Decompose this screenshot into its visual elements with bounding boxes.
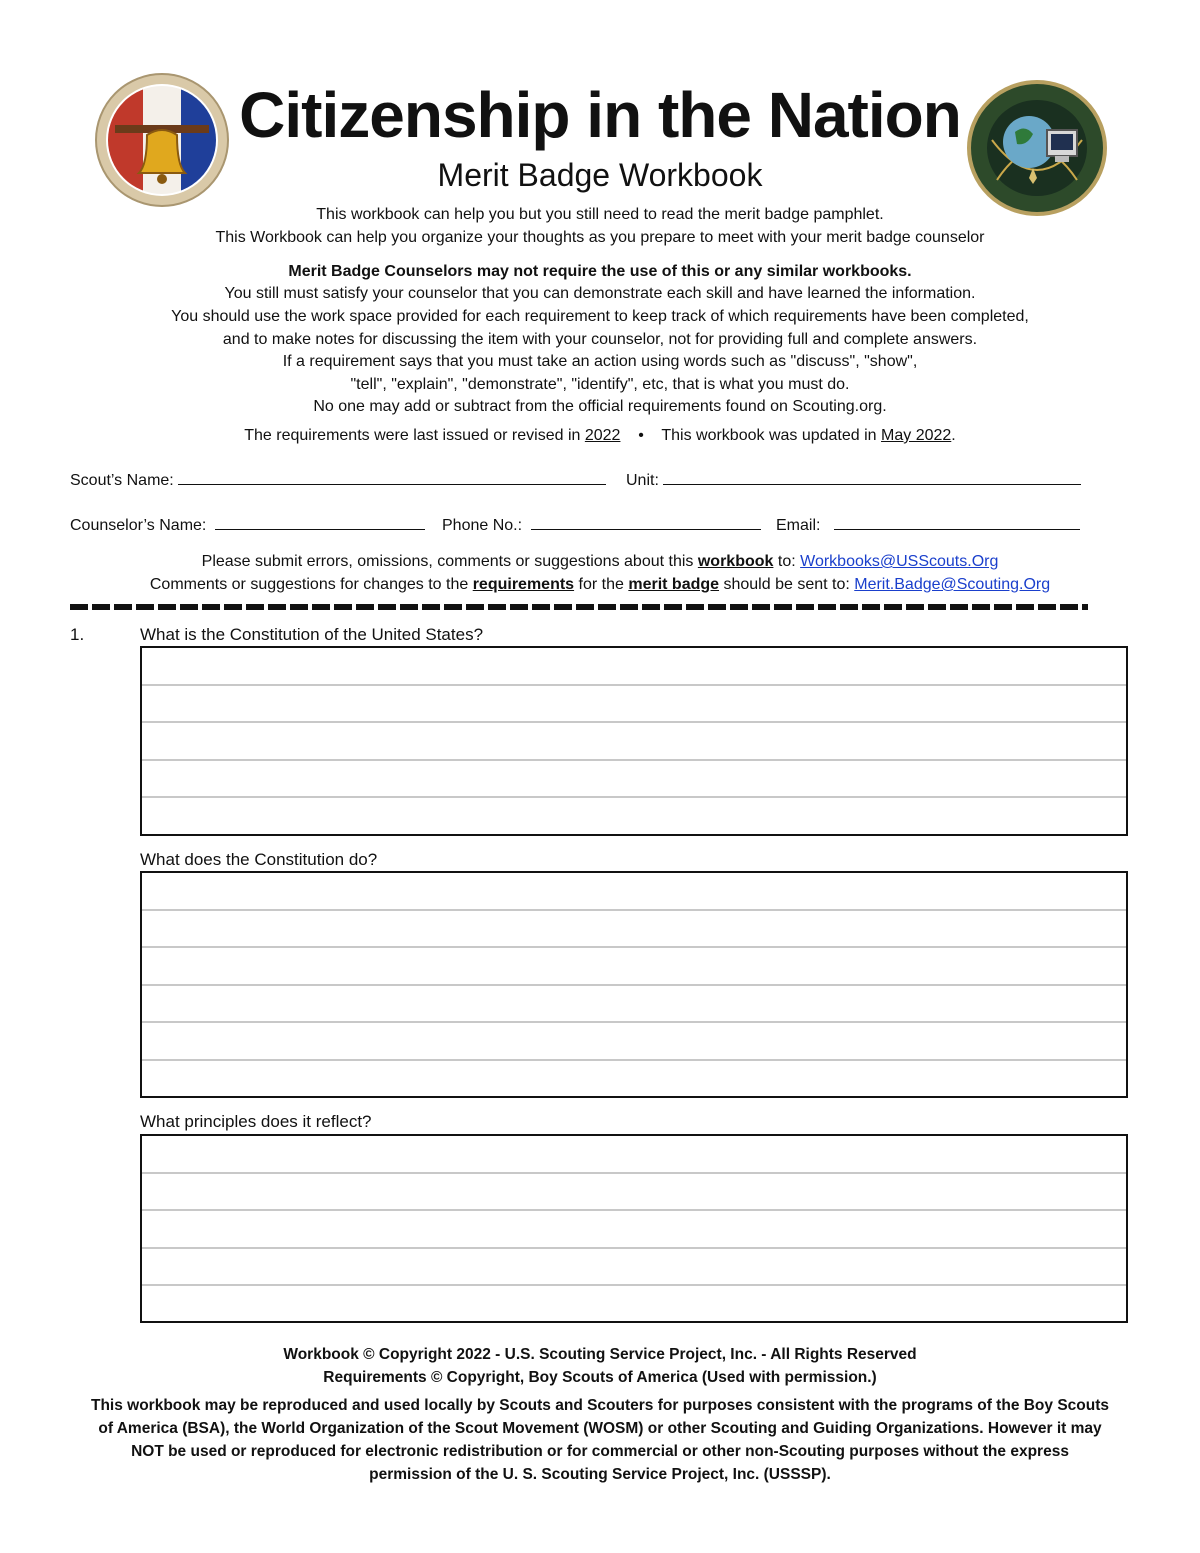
workbook-emphasis: workbook — [697, 553, 774, 570]
phone-row — [442, 515, 761, 535]
updated-date: May 2022 — [881, 427, 952, 444]
merit-badge-emphasis: merit badge — [628, 576, 720, 593]
answer-box-1[interactable] — [140, 646, 1128, 836]
answer-line[interactable] — [142, 723, 1126, 761]
answer-line[interactable] — [142, 1061, 1126, 1099]
submit-text: should be sent to: — [723, 576, 850, 593]
notice-line: and to make notes for discussing the item with your counselor, not for providing full and complete answers. — [222, 331, 978, 348]
submit-line-1 — [0, 550, 1200, 573]
question-1: What is the Constitution of the United States? — [140, 625, 484, 644]
answer-line[interactable] — [142, 648, 1126, 686]
phone-field[interactable] — [531, 515, 761, 530]
notice-line: You should use the work space provided for each requirement to keep track of which requirements have been completed, — [171, 308, 1029, 325]
submit-text: Comments or suggestions for changes to the — [149, 576, 469, 593]
period: . — [951, 427, 956, 444]
answer-line[interactable] — [142, 986, 1126, 1024]
submit-text: for the — [578, 576, 624, 593]
email-field[interactable] — [834, 515, 1080, 530]
scout-name-row — [70, 470, 606, 490]
answer-line[interactable] — [142, 1211, 1126, 1249]
email-row — [776, 515, 1080, 535]
notice-bold-line: Merit Badge Counselors may not require the use of this or any similar workbooks. — [288, 263, 912, 280]
answer-line[interactable] — [142, 911, 1126, 949]
answer-line[interactable] — [142, 1023, 1126, 1061]
unit-row — [626, 470, 1081, 490]
requirement-number: 1. — [70, 625, 85, 644]
updated-prefix: This workbook was updated in — [661, 427, 877, 444]
page-subtitle: Merit Badge Workbook — [437, 157, 763, 193]
question-2: What does the Constitution do? — [140, 850, 378, 869]
submit-to: to: — [777, 553, 796, 570]
copyright-line-2: Requirements © Copyright, Boy Scouts of America (Used with permission.) — [323, 1369, 877, 1386]
scout-name-label: Scout’s Name: — [70, 472, 174, 489]
revised-prefix: The requirements were last issued or revised in — [244, 427, 581, 444]
bullet-separator: • — [638, 427, 644, 444]
intro-line-2: This Workbook can help you organize your thoughts as you prepare to meet with your merit badge counselor — [215, 229, 985, 246]
intro-line-1: This workbook can help you but you still need to read the merit badge pamphlet. — [316, 206, 884, 223]
email-label: Email: — [776, 517, 821, 534]
notice-line: If a requirement says that you must take an action using words such as "discuss", "show", — [282, 353, 918, 370]
question-3: What principles does it reflect? — [140, 1112, 372, 1131]
answer-line[interactable] — [142, 686, 1126, 724]
counselor-name-field[interactable] — [215, 515, 425, 530]
notice-line: No one may add or subtract from the official requirements found on Scouting.org. — [313, 398, 887, 415]
scout-name-field[interactable] — [178, 470, 606, 485]
answer-line[interactable] — [142, 798, 1126, 836]
counselor-row — [70, 515, 425, 535]
answer-line[interactable] — [142, 1286, 1126, 1324]
license-line: NOT be used or reproduced for electronic redistribution or for commercial or other non-Scouting purposes without the express — [131, 1443, 1069, 1460]
page-title: Citizenship in the Nation — [239, 79, 961, 151]
revised-year: 2022 — [584, 427, 621, 444]
counselor-label: Counselor’s Name: — [70, 517, 207, 534]
unit-label: Unit: — [626, 472, 659, 489]
answer-line[interactable] — [142, 1174, 1126, 1212]
merit-badge-email-link[interactable]: Merit.Badge@Scouting.Org — [854, 576, 1051, 593]
workbooks-email-link[interactable]: Workbooks@USScouts.Org — [800, 553, 999, 570]
answer-line[interactable] — [142, 761, 1126, 799]
answer-box-2[interactable] — [140, 871, 1128, 1098]
answer-line[interactable] — [142, 948, 1126, 986]
revision-line — [0, 424, 1200, 447]
copyright-line-1: Workbook © Copyright 2022 - U.S. Scouting Service Project, Inc. - All Rights Reserved — [283, 1346, 917, 1363]
section-divider — [70, 604, 1088, 610]
notice-line: You still must satisfy your counselor that you can demonstrate each skill and have learned the information. — [224, 285, 976, 302]
answer-line[interactable] — [142, 1249, 1126, 1287]
answer-line[interactable] — [142, 873, 1126, 911]
submit-line-2 — [0, 573, 1200, 596]
license-line: This workbook may be reproduced and used locally by Scouts and Scouters for purposes consistent with the programs of the Boy Scouts — [90, 1397, 1110, 1414]
unit-field[interactable] — [663, 470, 1081, 485]
license-line: permission of the U. S. Scouting Service Project, Inc. (USSSP). — [369, 1466, 831, 1483]
answer-line[interactable] — [142, 1136, 1126, 1174]
requirements-emphasis: requirements — [472, 576, 575, 593]
submit-text: Please submit errors, omissions, comments or suggestions about this — [201, 553, 694, 570]
notice-line: "tell", "explain", "demonstrate", "identify", etc, that is what you must do. — [350, 376, 850, 393]
answer-box-3[interactable] — [140, 1134, 1128, 1323]
license-line: of America (BSA), the World Organization of the Scout Movement (WOSM) or other Scouting and Guiding Organizations. However it may — [98, 1420, 1102, 1437]
phone-label: Phone No.: — [442, 517, 523, 534]
